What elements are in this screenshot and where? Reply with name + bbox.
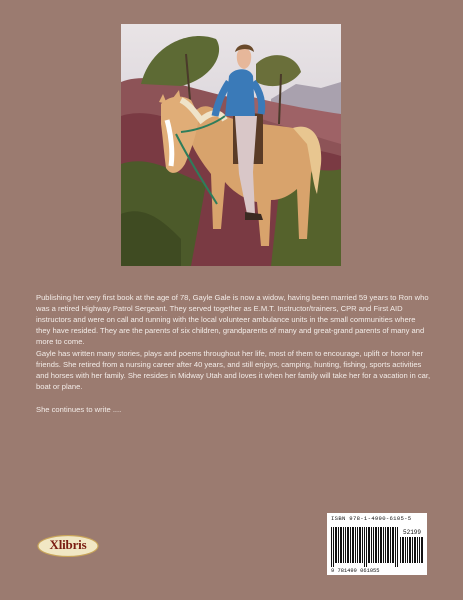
author-photo xyxy=(121,24,341,266)
bio-paragraph-2: Gayle has written many stories, plays and poems throughout her life, most of them to encourage, uplift or honor her friends. She retired from a nursing career after 40 years, and still enjoys, camping, hunting, fishing, sports activities and horses with her family. She resides in Midway Utah and loves it when her family will take her for a vacation in car, boat or plane. xyxy=(36,349,431,391)
publisher-logo xyxy=(37,535,99,557)
bio-paragraph-1: Publishing her very first book at the age of 78, Gayle Gale is now a widow, having been married 59 years to Ron who was a retired Highway Patrol Sergeant. They served together as E.M.T. Instructor/trainers, CPR and First AID instructors and were on call and running with the local volunteer ambulance units in the small communities where they have resided. They are the parents of six children, grandparents of many and great-grand parents of many and more to come. xyxy=(36,293,429,346)
author-on-horse-illustration xyxy=(121,24,341,266)
barcode-number: 9 781499 061055 xyxy=(331,568,380,574)
barcode-icon xyxy=(331,523,425,567)
bio-paragraph-3: She continues to write .... xyxy=(36,405,122,414)
barcode-price-code: 52199 xyxy=(403,529,422,536)
isbn-label: ISBN 978-1-4990-6105-5 xyxy=(331,515,412,522)
publisher-logo-text: Xlibris xyxy=(49,537,87,552)
isbn-barcode xyxy=(327,513,427,575)
